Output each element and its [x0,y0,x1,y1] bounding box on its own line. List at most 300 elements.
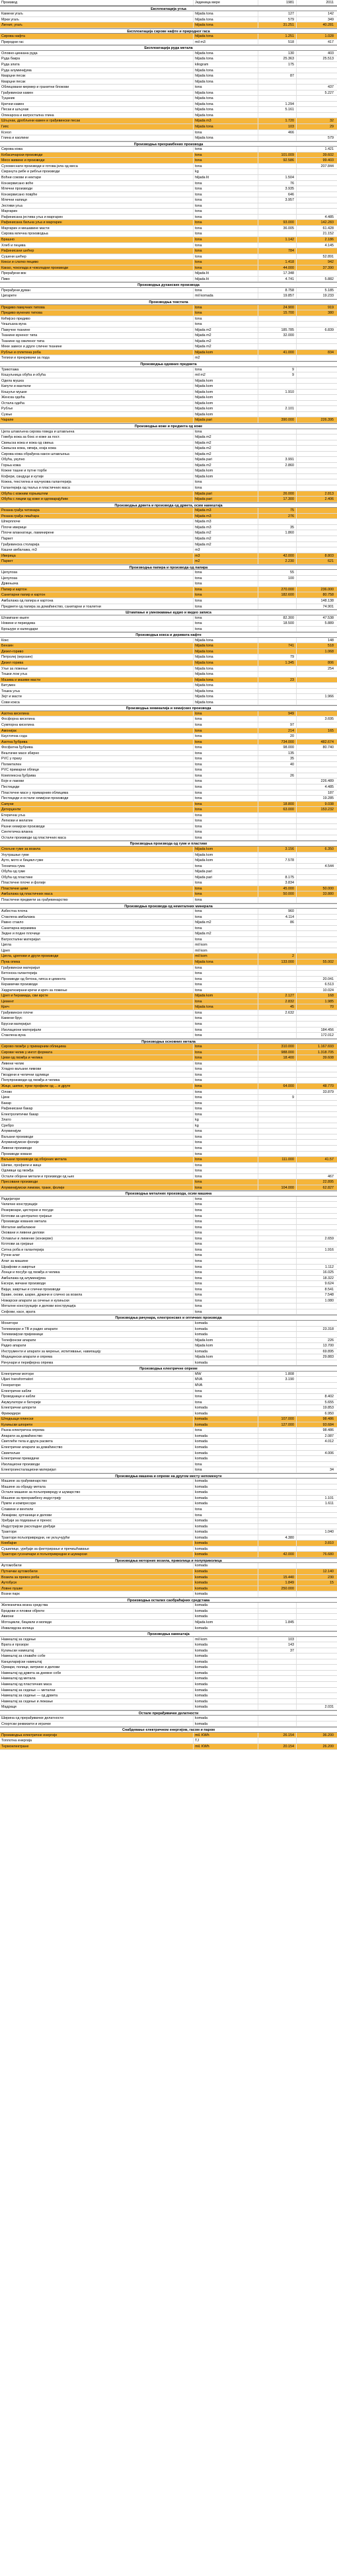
value-1981 [258,1202,296,1207]
value-2011 [296,485,336,491]
value-1981 [258,1360,296,1366]
value-2011: 70 [296,1004,336,1010]
value-2011: 1.318.705 [296,1050,336,1055]
product-name: Памучне тканине [1,328,30,332]
unit-cell: tona [193,982,258,987]
value-2011: 69.895 [296,1349,336,1354]
unit-cell: mil m3 [193,40,258,45]
value-1981 [258,581,296,586]
unit-cell: tona [193,767,258,773]
value-2011 [296,627,336,632]
value-1981: 127.000 [258,1422,296,1428]
unit-cell: hiljada m2 [193,339,258,344]
unit-cell: tona [193,784,258,790]
value-1981 [258,1501,296,1506]
value-2011 [296,1637,336,1642]
table-row [0,536,337,542]
value-1981: 79 [258,654,296,660]
value-1981 [258,1518,296,1523]
table-row [0,734,337,740]
value-1981: 93.000 [258,220,296,225]
section-title: Експлоатација угља [151,7,186,11]
table-row [0,689,337,695]
unit-cell: tona [193,711,258,716]
table-row [0,615,337,621]
product-name: Горња кожа [1,463,21,468]
value-2011: 62.827 [296,1185,336,1191]
value-2011 [296,1095,336,1100]
value-2011: 942 [296,260,336,265]
product-name: Гвоздени и челични одливци [1,1072,50,1077]
product-name: Кокс [1,638,9,643]
product-name: Сирови челик у ингот формата [1,1050,53,1055]
product-name: Уређаји за подизање и пренос [1,1519,52,1523]
unit-cell: hiljada m3 [193,118,258,123]
product-name: Изолациони материјали [1,1027,42,1032]
product-name: Термоелектране [1,1744,29,1749]
product-name: Хидратизирани кречи и креч за ложење [1,988,67,992]
value-2011 [296,73,336,79]
value-1981 [258,468,296,473]
unit-cell: tona [193,181,258,186]
table-row [0,1112,337,1118]
unit-cell: tona [193,835,258,841]
section-header [0,841,337,847]
value-1981 [258,864,296,869]
product-name: Индустријски расхладни уређаји [1,1524,56,1529]
value-2011 [296,1682,336,1687]
value-2011 [296,915,336,920]
value-2011 [296,1197,336,1202]
table-row [0,1411,337,1417]
product-name: Комплексна ђубрива [1,773,36,778]
table-row [0,915,337,921]
value-2011: 1.112 [296,1265,336,1270]
product-name: Уље за ложење [1,666,28,671]
table-row [0,96,337,102]
value-1981 [258,1168,296,1173]
table-row [0,79,337,85]
table-row [0,1535,337,1541]
product-name: Резана грађа четинара [1,508,40,513]
value-2011 [296,751,336,756]
unit-cell: tona [193,209,258,214]
table-row [0,1451,337,1457]
value-1981 [258,790,296,796]
value-1981: 26 [258,773,296,779]
unit-cell: kilogram [193,62,258,67]
unit-cell: kg [193,1117,258,1123]
value-1981: 2 [258,954,296,959]
product-name: Сапуни [1,802,14,806]
value-1981: 276 [258,514,296,519]
value-1981 [258,1343,296,1348]
value-2011: 80.740 [296,745,336,750]
unit-cell: tona [193,1236,258,1241]
unit-cell: hiljada pari [193,869,258,874]
table-row-highlighted [0,237,337,243]
product-name: Руда бакра [1,57,20,61]
value-2011: 226 [296,1338,336,1343]
unit-cell: tona [193,1061,258,1066]
unit-cell: tona [193,813,258,818]
table-row [0,1654,337,1659]
section-header [0,903,337,909]
product-name: Керамички производи [1,983,38,987]
table-row-highlighted [0,491,337,497]
product-name: Телевизијски пријемници [1,1333,43,1337]
unit-cell: tona [193,1016,258,1021]
value-2011 [296,711,336,716]
product-name: Комбајни [1,1541,17,1546]
unit-cell: tona [193,1513,258,1518]
value-2011 [296,113,336,118]
value-1981: 64.000 [258,1084,296,1089]
value-1981 [258,1434,296,1439]
product-name: Медицински апарати и опрема [1,1355,53,1360]
table-row [0,113,337,119]
value-2011: 39.602 [296,153,336,158]
unit-cell: tona [193,158,258,163]
table-row [0,51,337,57]
product-name: Трактори гусеничари и пољопривредни и шумарски [1,1552,87,1557]
unit-cell: komada [193,1671,258,1676]
value-2011 [296,1722,336,1727]
product-name: Сирова кожа [1,147,23,152]
unit-cell: tona [193,1389,258,1394]
unit-cell: tona [193,215,258,220]
table-row [0,1682,337,1688]
unit-cell: komada [193,1552,258,1557]
table-row [0,231,337,237]
value-1981 [258,412,296,417]
unit-cell: hiljada kom [193,847,258,852]
value-1981 [258,1688,296,1693]
unit-cell: tona [193,773,258,779]
value-1981: 310.000 [258,1044,296,1049]
product-name: Азотна ђубрива [1,740,28,744]
value-1981: 1.504 [258,175,296,180]
product-name: Врата и прозори [1,1643,29,1648]
value-1981: 784 [258,248,296,254]
value-2011: 236.000 [296,587,336,592]
value-1981: 41.000 [258,350,296,355]
value-2011 [296,384,336,389]
product-name: Цигарете [1,294,17,298]
value-1981 [258,1428,296,1433]
table-row [0,1372,337,1377]
value-2011: 25.513 [296,56,336,61]
value-1981 [258,988,296,993]
table-row [0,73,337,79]
value-1981 [258,1287,296,1292]
value-2011: 142.283 [296,220,336,225]
section-header [0,299,337,305]
value-2011 [296,248,336,254]
value-2011: 39.608 [296,1055,336,1061]
unit-cell: tona [193,1276,258,1281]
table-row-highlighted [0,248,337,254]
product-name: Целулоза [1,576,18,580]
value-2011 [296,175,336,180]
value-2011 [296,463,336,468]
product-name: Вештачке масе збирно [1,751,40,755]
unit-cell: hiljada m2 [193,536,258,541]
unit-cell: tona [193,1309,258,1315]
section-title: Производња прехрамбених производа [133,142,204,147]
value-1981: 214 [258,728,296,734]
value-2011 [296,1389,336,1394]
value-1981 [258,1106,296,1111]
product-name: Синтетичка влакна [1,830,33,835]
unit-cell: komada [193,1332,258,1337]
product-name: Резервоари, цистерне и посуде [1,1208,54,1213]
value-2011 [296,457,336,462]
product-name: Лепкови и желатин [1,819,33,823]
value-2011 [296,1490,336,1495]
section-header [0,632,337,638]
value-1981: 9 [258,372,296,378]
value-2011 [296,197,336,203]
value-2011 [296,1129,336,1134]
value-1981 [258,1292,296,1298]
product-name: Цигла, црепови и други производи [1,954,59,959]
unit-cell: tona [193,988,258,993]
product-name: Техничка гума [1,864,25,868]
unit-cell: tona [193,1219,258,1224]
value-1981 [258,1304,296,1309]
product-name: Чешљана вуна [1,322,26,327]
unit-cell: komada [193,1569,258,1574]
unit-cell: komada [193,1716,258,1721]
product-name: Обућа с кожним горњиштем [1,491,48,496]
table-row [0,68,337,74]
product-name: Амбалажа од папира и картона [1,598,54,603]
unit-cell: tona [193,220,258,225]
value-2011: 919 [296,305,336,310]
product-name: Шрафови и завртњи [1,1265,36,1269]
unit-cell: tona [193,1467,258,1473]
value-1981 [258,1389,296,1394]
value-1981 [258,1259,296,1264]
value-2011: 349 [296,17,336,22]
value-2011 [296,1219,336,1224]
section-title: Производња производа од неметалних минерала [124,904,213,909]
value-1981: 1.418 [258,260,296,265]
product-name: Производи од бетона, гипса и цемента [1,977,66,981]
table-row [0,1699,337,1705]
value-2011 [296,468,336,473]
product-name: Ливени производи [1,1146,32,1151]
table-row [0,1174,337,1180]
value-2011: 5.882 [296,277,336,282]
table-row [0,1377,337,1383]
table-row-highlighted [0,999,337,1005]
table-row [0,598,337,604]
unit-cell: hiljada kom [193,853,258,858]
table-row [0,1456,337,1462]
value-2011 [296,390,336,395]
value-2011 [296,767,336,773]
unit-cell: hiljada tona [193,638,258,643]
value-2011 [296,1016,336,1021]
table-row-highlighted [0,711,337,717]
value-1981 [258,1214,296,1219]
unit-cell: tona [193,1259,258,1264]
section-title: Производња моторних возила, приколица и полуприколица [115,1558,222,1563]
value-2011: 1.167.693 [296,1044,336,1049]
table-row [0,745,337,751]
product-name: Сребро [1,1123,14,1128]
product-name: Кухињски шпорети [1,1422,33,1427]
value-1981 [258,1394,296,1399]
value-1981: 182.600 [258,592,296,598]
value-2011: 184.456 [296,1027,336,1033]
value-2011 [296,96,336,101]
value-1981 [258,1225,296,1230]
product-name: Намештај од пластичних маса [1,1682,52,1687]
value-1981 [258,1270,296,1275]
value-2011 [296,931,336,936]
value-2011 [296,479,336,485]
value-2011: 482.674 [296,740,336,745]
table-row [0,1338,337,1344]
value-2011: 2.031 [296,1704,336,1710]
value-2011 [296,1620,336,1625]
product-name: Зејт и масти [1,695,22,699]
product-name: Пуна опека [1,959,20,964]
section-title: Производња коже и предмета од коже [134,425,203,429]
value-2011: 15 [296,1580,336,1585]
table-row [0,90,337,96]
value-2011: 6.839 [296,328,336,333]
unit-cell: komada [193,1591,258,1597]
product-name: Електролитички бакар [1,1112,39,1117]
unit-cell: hiljada pari [193,417,258,423]
value-1981 [258,1174,296,1179]
value-2011: 207.844 [296,164,336,169]
value-1981 [258,113,296,118]
unit-cell: tona [193,1197,258,1202]
section-title: Производња намештаја [147,1632,190,1636]
product-name: Штампане књиге [1,615,30,620]
table-row [0,1016,337,1022]
table-row-highlighted [0,1580,337,1586]
value-2011 [296,672,336,677]
table-row [0,1496,337,1502]
value-1981 [258,474,296,479]
value-2011 [296,576,336,581]
value-1981 [258,683,296,688]
value-2011 [296,1383,336,1388]
table-row-highlighted [0,643,337,649]
product-name: Производи ковани [1,1152,32,1156]
unit-cell: tona [193,1010,258,1016]
table-row [0,672,337,678]
product-name: Ручни алат [1,1253,20,1258]
table-row [0,576,337,582]
value-2011: 168 [296,993,336,998]
table-row [0,818,337,824]
unit-cell: tona [193,1157,258,1162]
unit-cell: komada [193,1518,258,1523]
value-1981 [258,440,296,446]
value-1981 [258,627,296,632]
value-2011 [296,1072,336,1078]
product-name: Грађевински камен [1,90,34,95]
unit-cell: tona [193,254,258,260]
table-row [0,570,337,576]
product-name: Акумулатори и батерије [1,1400,41,1405]
product-name: Песак и шљунак [1,108,29,112]
value-1981: 734.000 [258,740,296,745]
value-2011 [296,1253,336,1258]
table-row [0,288,337,294]
value-1981 [258,378,296,384]
value-1981 [258,1591,296,1597]
value-1981 [258,1033,296,1038]
value-1981 [258,209,296,214]
table-row [0,988,337,994]
value-2011: 417 [296,40,336,45]
value-2011: 98.486 [296,1416,336,1422]
value-2011: 33.879 [296,1090,336,1095]
product-name: Брашно [1,237,15,242]
value-2011 [296,1626,336,1631]
product-name: Сушени шећер [1,254,26,259]
unit-cell: hiljada kom [193,395,258,400]
product-name: Металне конструкције и делови конструкција [1,1304,76,1309]
value-1981 [258,1547,296,1552]
value-2011 [296,322,336,327]
value-2011 [296,700,336,705]
value-2011 [296,1117,336,1123]
unit-cell: hiljada tona [193,107,258,112]
value-1981: 185.785 [258,328,296,333]
section-title: Производња папира и производа од папира [129,565,208,570]
value-2011: 80.758 [296,592,336,598]
unit-cell: komada [193,1501,258,1506]
product-name: Алуминијумски лимови, траке, фолије [1,1185,65,1190]
table-row [0,1383,337,1389]
section-header [0,1366,337,1372]
section-title: Експлоатација руда метала [144,46,193,50]
table-row-highlighted [0,1084,337,1090]
value-2011 [296,1507,336,1512]
product-name: Кекси и слатко пециво [1,260,39,265]
table-row [0,209,337,215]
product-name: Ваљани производи од обојених метала [1,1158,67,1162]
value-2011: 26.200 [296,1744,336,1749]
product-name: Полиетилен [1,762,22,767]
value-1981 [258,542,296,547]
product-name: Облицовани мермер и гранитни блокови [1,85,69,90]
unit-cell: hiljada m3 [193,508,258,513]
section-title: Производња духанских производа [137,283,200,287]
product-name: Мрки угаљ [1,17,19,22]
value-2011: 22.895 [296,1179,336,1185]
product-name: Авиони [1,1615,14,1619]
table-row-highlighted [0,220,337,226]
value-2011 [296,378,336,384]
unit-cell: komada [193,1699,258,1704]
value-2011: 40.281 [296,22,336,28]
product-name: Прерађени вок [1,271,26,276]
value-1981 [258,1078,296,1083]
value-2011: 29.883 [296,1354,336,1360]
value-2011 [296,1140,336,1145]
section-header [0,705,337,711]
